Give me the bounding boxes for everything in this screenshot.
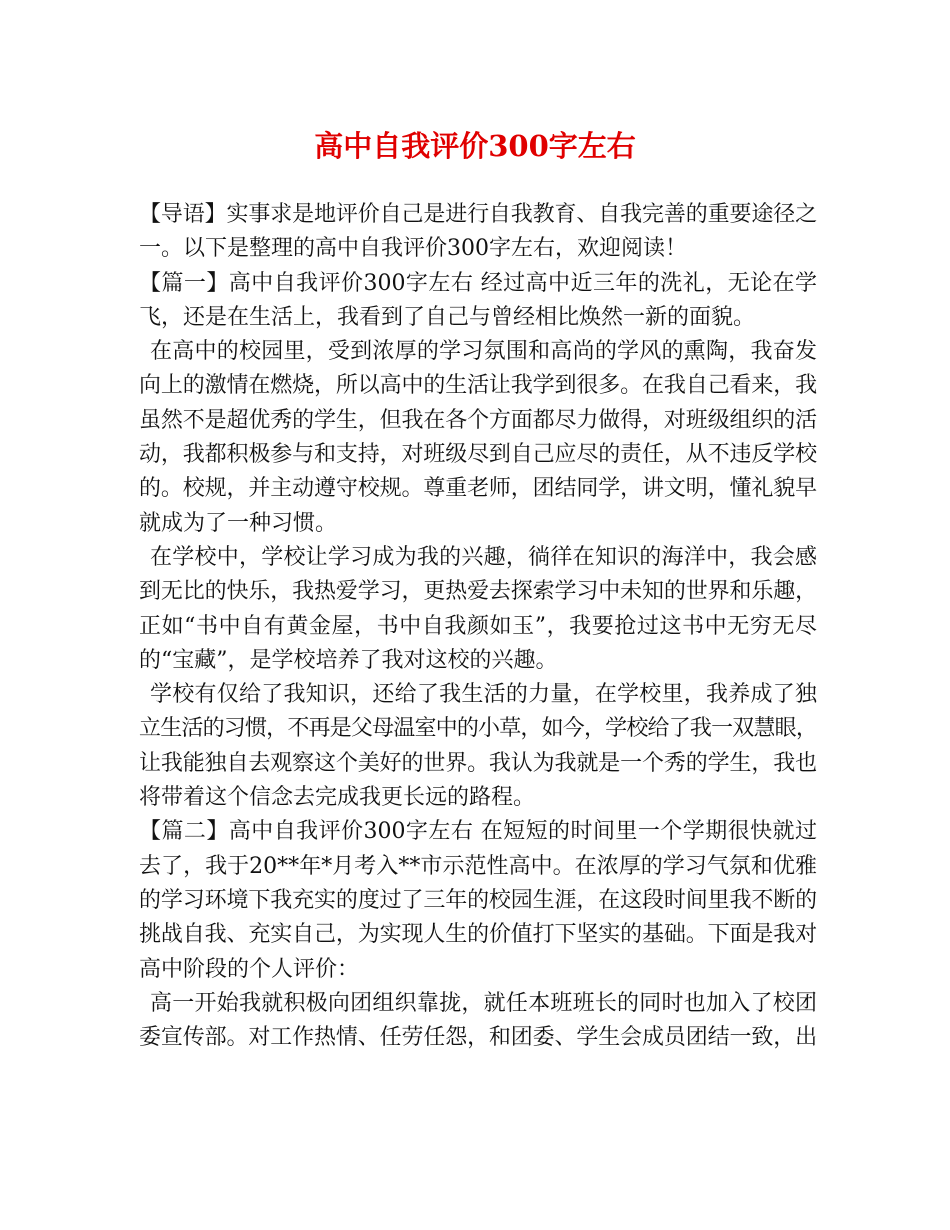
text-line: 挑战自我、充实自己，为实现人生的价值打下坚实的基础。下面是我对	[139, 922, 818, 948]
text-line: 高一开始我就积极向团组织靠拢，就任本班班长的同时也加入了校团	[150, 990, 817, 1016]
text-line: 高中阶段的个人评价：	[139, 956, 360, 982]
text-line: 的。校规，并主动遵守校规。尊重老师，团结同学，讲文明，懂礼貌早	[139, 476, 818, 502]
text-line: 立生活的习惯，不再是父母温室中的小草，如今，学校给了我一双慧眼，	[139, 716, 818, 742]
text-line: 委宣传部。对工作热情、任劳任怨，和团委、学生会成员团结一致，出	[139, 1025, 818, 1051]
text-line: 学校有仅给了我知识，还给了我生活的力量，在学校里，我养成了独	[150, 682, 817, 708]
text-line: 动，我都积极参与和支持，对班级尽到自己应尽的责任，从不违反学校	[139, 442, 818, 468]
text-line: 将带着这个信念去完成我更长远的路程。	[139, 785, 536, 811]
text-line: 虽然不是超优秀的学生，但我在各个方面都尽力做得，对班级组织的活	[139, 407, 818, 433]
text-line: 到无比的快乐，我热爱学习，更热爱去探索学习中未知的世界和乐趣，	[139, 579, 818, 605]
text-line: 向上的激情在燃烧，所以高中的生活让我学到很多。在我自己看来，我	[139, 373, 818, 399]
document-title: 高中自我评价300字左右	[314, 129, 636, 163]
text-line: 去了，我于20**年*月考入**市示范性高中。在浓厚的学习气氛和优雅	[139, 853, 817, 879]
text-line: 【篇一】高中自我评价300字左右 经过高中近三年的洗礼，无论在学	[139, 270, 817, 296]
text-line: 一。以下是整理的高中自我评价300字左右，欢迎阅读！	[139, 236, 687, 262]
text-line: 在学校中，学校让学习成为我的兴趣，徜徉在知识的海洋中，我会感	[150, 544, 817, 570]
text-line: 就成为了一种习惯。	[139, 510, 338, 536]
text-line: 【导语】实事求是地评价自己是进行自我教育、自我完善的重要途径之	[139, 202, 818, 227]
text-line: 的“宝藏”，是学校培养了我对这校的兴趣。	[139, 647, 558, 673]
text-line: 【篇二】高中自我评价300字左右 在短短的时间里一个学期很快就过	[139, 819, 817, 845]
text-line: 让我能独自去观察这个美好的世界。我认为我就是一个秀的学生，我也	[139, 750, 818, 776]
text-line: 在高中的校园里，受到浓厚的学习氛围和高尚的学风的熏陶，我奋发	[150, 339, 817, 365]
text-line: 飞，还是在生活上，我看到了自己与曾经相比焕然一新的面貌。	[139, 304, 756, 330]
document-body	[139, 198, 817, 1055]
text-line: 正如“书中自有黄金屋，书中自我颜如玉”，我要抢过这书中无穷无尽	[139, 613, 817, 639]
text-line: 的学习环境下我充实的度过了三年的校园生涯，在这段时间里我不断的	[139, 887, 818, 913]
